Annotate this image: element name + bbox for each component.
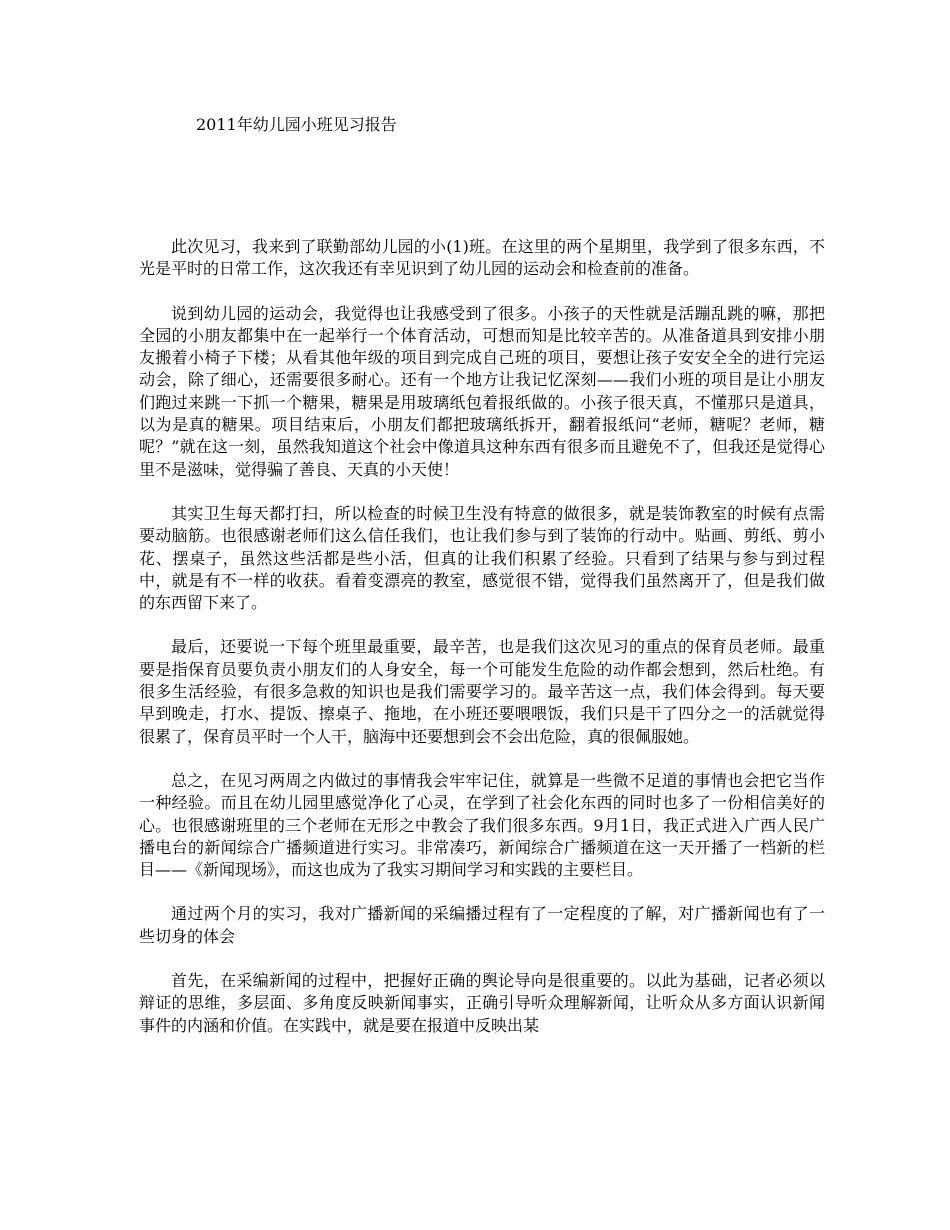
paragraph-5: 总之，在见习两周之内做过的事情我会牢牢记住，就算是一些微不足道的事情也会把它当作一种经验。而且在幼儿园里感觉净化了心灵，在学到了社会化东西的同时也多了一份相信美好的心。也很感谢班里的三个老师在无形之中教会了我们很多东西。9月1日，我正式进入广西人民广播电台的新闻综合广播频道进行实习。非常凑巧，新闻综合广播频道在这一天开播了一档新的栏目——《新闻现场》，而这也成为了我实习期间学习和实践的主要栏目。 (139, 770, 825, 880)
paragraph-6: 通过两个月的实习，我对广播新闻的采编播过程有了一定程度的了解，对广播新闻也有了一些切身的体会 (139, 904, 825, 946)
paragraph-1: 此次见习，我来到了联勤部幼儿园的小(1)班。在这里的两个星期里，我学到了很多东西，不光是平时的日常工作，这次我还有幸见识到了幼儿园的运动会和检查前的准备。 (139, 237, 825, 279)
document-title: 2011年幼儿园小班见习报告 (196, 115, 397, 134)
document-body (139, 236, 825, 1059)
paragraph-4: 最后，还要说一下每个班里最重要，最辛苦，也是我们这次见习的重点的保育员老师。最重要是指保育员要负责小朋友们的人身安全，每一个可能发生危险的动作都会想到，然后杜绝。有很多生活经验，有很多急救的知识也是我们需要学习的。最辛苦这一点，我们体会得到。每天要早到晚走，打水、提饭、擦桌子、拖地，在小班还要喂喂饭，我们只是干了四分之一的活就觉得很累了，保育员平时一个人干，脑海中还要想到会不会出危险，真的很佩服她。 (139, 637, 825, 746)
paragraph-3: 其实卫生每天都打扫，所以检查的时候卫生没有特意的做很多，就是装饰教室的时候有点需要动脑筋。也很感谢老师们这么信任我们，也让我们参与到了装饰的行动中。贴画、剪纸、剪小花、摆桌子，虽然这些活都是些小活，但真的让我们积累了经验。只看到了结果与参与到过程中，就是有不一样的收获。看着变漂亮的教室，感觉很不错，觉得我们虽然离开了，但是我们做的东西留下来了。 (139, 503, 825, 613)
paragraph-2: 说到幼儿园的运动会，我觉得也让我感受到了很多。小孩子的天性就是活蹦乱跳的嘛，那把全园的小朋友都集中在一起举行一个体育活动，可想而知是比较辛苦的。从准备道具到安排小朋友搬着小椅子下楼；从看其他年级的项目到完成自己班的项目，要想让孩子安安全全的进行完运动会，除了细心，还需要很多耐心。还有一个地方让我记忆深刻——我们小班的项目是让小朋友们跑过来跳一下抓一个糖果，糖果是用玻璃纸包着报纸做的。小孩子很天真，不懂那只是道具，以为是真的糖果。项目结束后，小朋友们都把玻璃纸拆开，翻着报纸问“老师，糖呢？老师，糖呢？”就在这一刻，虽然我知道这个社会中像道具这种东西有很多而且避免不了，但我还是觉得心里不是滋味，觉得骗了善良、天真的小天使！ (139, 303, 825, 479)
paragraph-7: 首先，在采编新闻的过程中，把握好正确的舆论导向是很重要的。以此为基础，记者必须以辩证的思维，多层面、多角度反映新闻事实，正确引导听众理解新闻，让听众从多方面认识新闻事件的内涵和价值。在实践中，就是要在报道中反映出某 (139, 971, 825, 1035)
